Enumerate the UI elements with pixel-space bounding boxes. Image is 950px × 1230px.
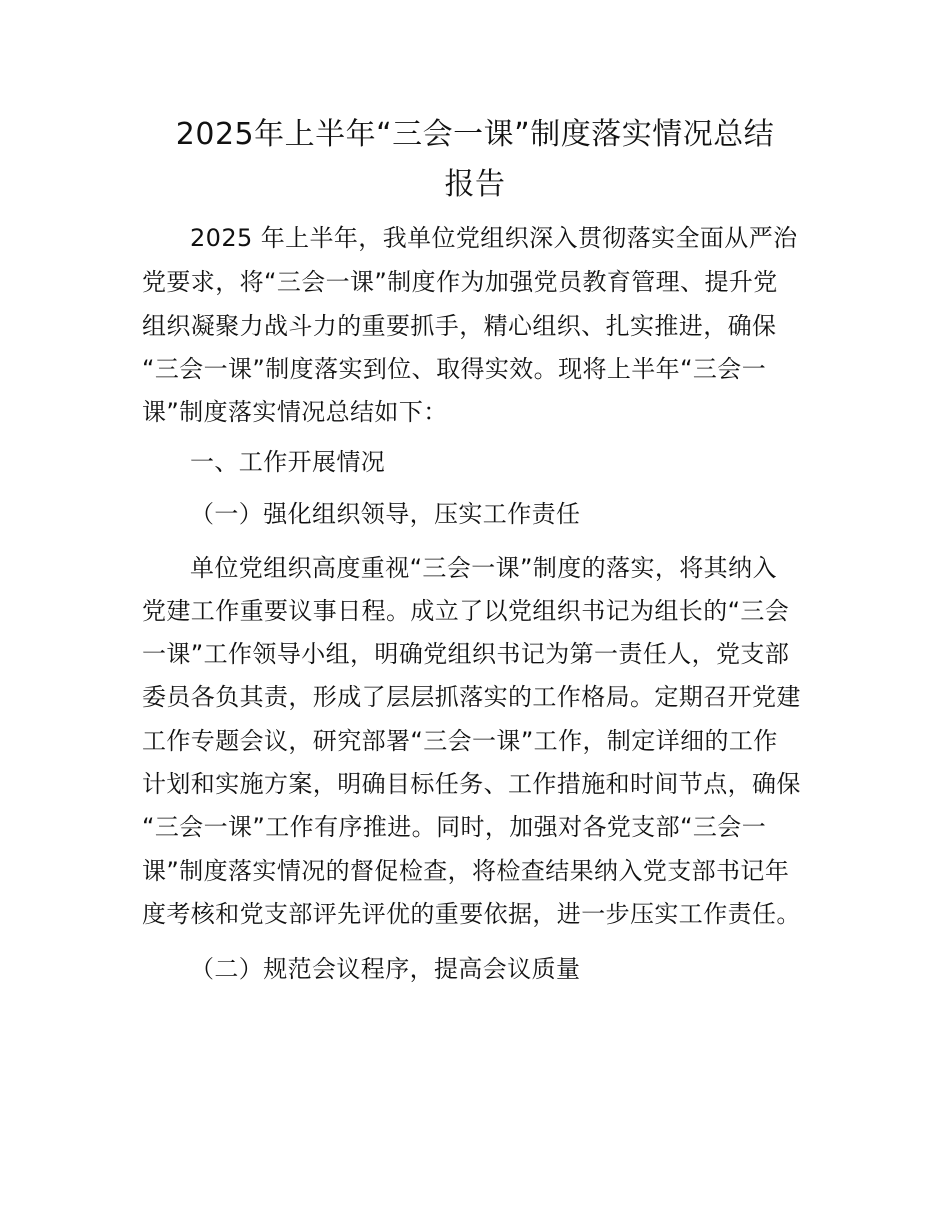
body-line-8: 课”制度落实情况的督促检查，将检查结果纳入党支部书记年 xyxy=(142,857,790,885)
body-line-7: “三会一课”工作有序推进。同时，加强对各党支部“三会一 xyxy=(142,813,767,841)
body-line-3: 一课”工作领导小组，明确党组织书记为第一责任人，党支部 xyxy=(142,640,790,668)
body-line-5: 工作专题会议，研究部署“三会一课”工作，制定详细的工作 xyxy=(142,727,778,755)
document-title xyxy=(120,110,830,210)
body-line-1: 单位党组织高度重视“三会一课”制度的落实，将其纳入 xyxy=(190,554,777,582)
body-line-6: 计划和实施方案，明确目标任务、工作措施和时间节点，确保 xyxy=(142,770,801,798)
body-line-2: 党建工作重要议事日程。成立了以党组织书记为组长的“三会 xyxy=(142,597,790,625)
intro-line-1: 2025 年上半年，我单位党组织深入贯彻落实全面从严治 xyxy=(190,224,798,252)
body-line-4: 委员各负其责，形成了层层抓落实的工作格局。定期召开党建 xyxy=(142,683,801,711)
section-heading-1: 一、工作开展情况 xyxy=(190,448,386,476)
intro-line-3: 组织凝聚力战斗力的重要抓手，精心组织、扎实推进，确保 xyxy=(142,312,777,340)
intro-line-2: 党要求，将“三会一课”制度作为加强党员教育管理、提升党 xyxy=(142,268,778,296)
subsection-heading-2: （二）规范会议程序，提高会议质量 xyxy=(190,955,581,983)
intro-line-5: 课”制度落实情况总结如下： xyxy=(142,398,448,426)
title-line-2: 报告 xyxy=(444,167,506,202)
intro-line-4: “三会一课”制度落实到位、取得实效。现将上半年“三会一 xyxy=(142,355,767,383)
subsection-heading-1: （一）强化组织领导，压实工作责任 xyxy=(190,500,581,528)
title-line-1: 2025年上半年“三会一课”制度落实情况总结 xyxy=(175,117,775,152)
body-line-9: 度考核和党支部评先评优的重要依据，进一步压实工作责任。 xyxy=(142,900,801,928)
